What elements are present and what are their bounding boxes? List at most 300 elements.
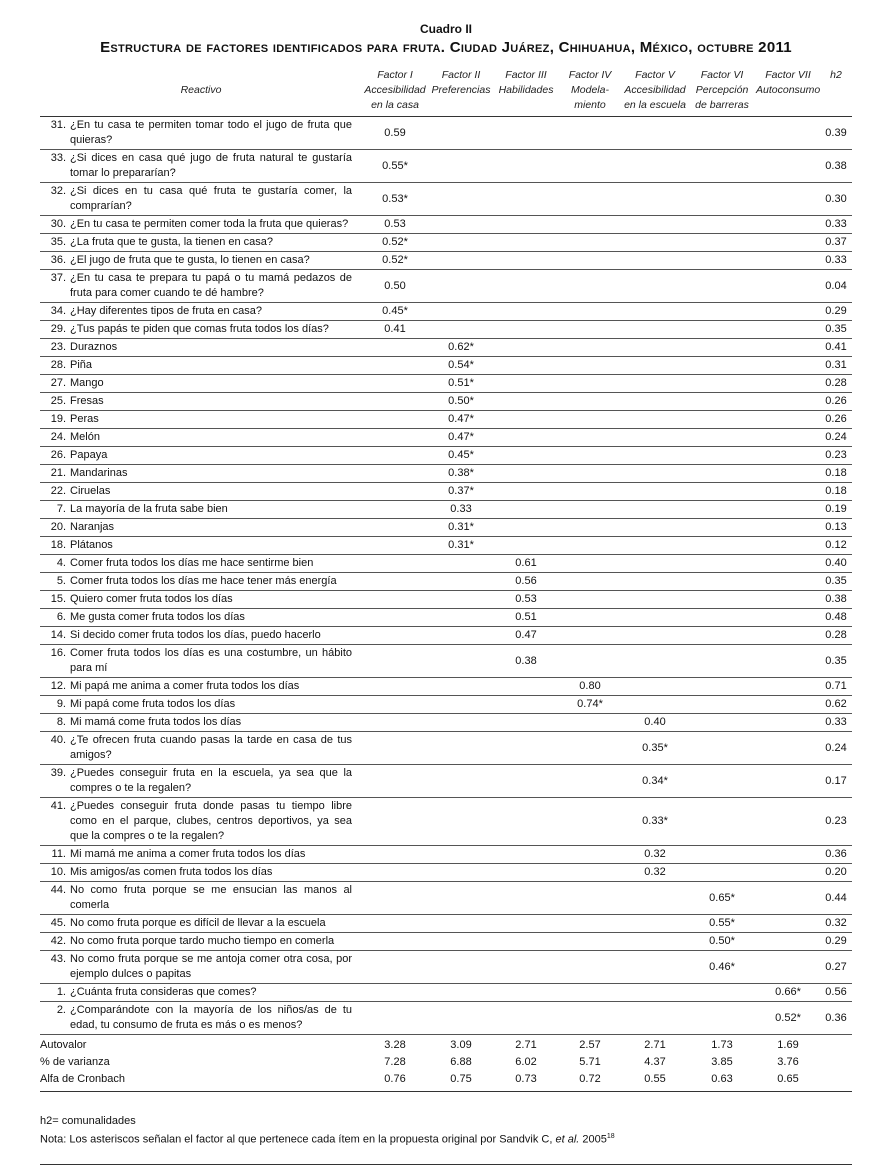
loading-factor-6 — [688, 447, 756, 465]
note-text: Nota: Los asteriscos señalan el factor al que pertenece cada ítem en la propuesta original por Sandvik C, — [40, 1133, 556, 1146]
loading-factor-1 — [362, 573, 428, 591]
note-year: 2005 — [579, 1133, 607, 1146]
loading-factor-4 — [558, 714, 622, 732]
loading-factor-1 — [362, 393, 428, 411]
item-text: No como fruta porque tardo mucho tiempo en comerla — [70, 935, 335, 947]
loading-factor-6 — [688, 591, 756, 609]
item-text: No como fruta porque se me antoja comer otra cosa, por ejemplo dulces o papitas — [70, 953, 353, 980]
item-text: Plátanos — [70, 539, 113, 551]
loading-factor-1 — [362, 984, 428, 1002]
loading-factor-7 — [756, 216, 820, 234]
stat-value-factor-1: 0.76 — [384, 1073, 406, 1085]
table-row — [40, 714, 852, 732]
header-line: Factor I — [377, 69, 413, 81]
loading-factor-2: 0.45* — [448, 449, 474, 461]
loading-factor-6 — [688, 537, 756, 555]
item-code: 21. — [50, 467, 66, 479]
loading-factor-2: 0.62* — [448, 341, 474, 353]
loading-factor-3 — [494, 339, 558, 357]
communality: 0.37 — [825, 236, 847, 248]
loading-factor-5 — [622, 519, 688, 537]
loading-factor-7 — [756, 591, 820, 609]
loading-factor-7 — [756, 732, 820, 765]
communality: 0.40 — [825, 557, 847, 569]
header-factor-3 — [494, 68, 558, 117]
communality: 0.28 — [825, 377, 847, 389]
header-line: Factor II — [441, 69, 481, 81]
loading-factor-4: 0.80 — [579, 680, 601, 692]
table-row — [40, 1002, 852, 1035]
loading-factor-1 — [362, 714, 428, 732]
stat-value-factor-3: 6.02 — [515, 1056, 537, 1068]
communality: 0.33 — [825, 254, 847, 266]
loading-factor-3 — [494, 234, 558, 252]
loading-factor-2 — [428, 765, 494, 798]
loading-factor-1 — [362, 591, 428, 609]
loading-factor-2 — [428, 150, 494, 183]
loading-factor-3 — [494, 798, 558, 846]
item-text: ¿En tu casa te permiten comer toda la fruta que quieras? — [70, 218, 349, 230]
table-row — [40, 609, 852, 627]
loading-factor-6 — [688, 501, 756, 519]
loading-factor-1 — [362, 465, 428, 483]
loading-factor-5 — [622, 645, 688, 678]
communality: 0.24 — [825, 741, 847, 754]
loading-factor-2: 0.33 — [450, 503, 472, 515]
loading-factor-1 — [362, 951, 428, 984]
item-text: Mango — [70, 377, 104, 389]
item-text: ¿El jugo de fruta que te gusta, lo tienen en casa? — [70, 254, 310, 266]
loading-factor-3: 0.53 — [515, 593, 537, 605]
loading-factor-4 — [558, 798, 622, 846]
loading-factor-5 — [622, 357, 688, 375]
table-row — [40, 411, 852, 429]
item-code: 45. — [50, 917, 66, 929]
loading-factor-4: 0.74* — [577, 698, 603, 710]
item-code: 1. — [56, 986, 66, 998]
loading-factor-7 — [756, 234, 820, 252]
page — [40, 22, 852, 1165]
table-row — [40, 483, 852, 501]
loading-factor-5: 0.34* — [642, 774, 668, 787]
loading-factor-2 — [428, 234, 494, 252]
table-row — [40, 150, 852, 183]
loading-factor-4 — [558, 375, 622, 393]
loading-factor-2 — [428, 1002, 494, 1035]
loading-factor-1: 0.52* — [382, 236, 408, 248]
loading-factor-2 — [428, 627, 494, 645]
note-ref: 18 — [606, 1133, 615, 1140]
loading-factor-6 — [688, 321, 756, 339]
item-code: 31. — [50, 119, 66, 131]
item-text: ¿En tu casa te permiten tomar todo el jugo de fruta que quieras? — [70, 119, 353, 146]
loading-factor-1 — [362, 732, 428, 765]
loading-factor-5 — [622, 339, 688, 357]
loading-factor-1 — [362, 882, 428, 915]
item-text: Comer fruta todos los días me hace sentirme bien — [70, 557, 314, 569]
loading-factor-5 — [622, 447, 688, 465]
loading-factor-2 — [428, 117, 494, 150]
item-text: ¿Te ofrecen fruta cuando pasas la tarde en casa de tus amigos? — [70, 734, 353, 761]
item-text: Mandarinas — [70, 467, 128, 479]
loading-factor-7 — [756, 765, 820, 798]
loading-factor-6 — [688, 339, 756, 357]
item-text: Mi papá me anima a comer fruta todos los días — [70, 680, 300, 692]
table-row — [40, 183, 852, 216]
header-line: Factor VII — [765, 69, 811, 81]
loading-factor-2 — [428, 321, 494, 339]
loading-factor-3: 0.47 — [515, 629, 537, 641]
stat-value-factor-3: 0.73 — [515, 1073, 537, 1085]
header-row — [40, 68, 852, 117]
stat-row — [40, 1071, 852, 1092]
loading-factor-7 — [756, 321, 820, 339]
communality: 0.26 — [825, 395, 847, 407]
loading-factor-4 — [558, 429, 622, 447]
communality: 0.32 — [825, 917, 847, 929]
item-code: 41. — [50, 800, 66, 812]
stat-value-factor-1: 7.28 — [384, 1056, 406, 1068]
loading-factor-3 — [494, 915, 558, 933]
item-text: ¿Si dices en tu casa qué fruta te gustaría comer, la comprarían? — [70, 185, 353, 212]
loading-factor-5 — [622, 393, 688, 411]
table-row — [40, 951, 852, 984]
loading-factor-5: 0.32 — [644, 848, 666, 860]
loading-factor-1 — [362, 1002, 428, 1035]
loading-factor-5: 0.33* — [642, 815, 668, 827]
table-row — [40, 357, 852, 375]
communality: 0.30 — [825, 192, 847, 205]
item-code: 43. — [50, 953, 66, 965]
loading-factor-6 — [688, 375, 756, 393]
loading-factor-5 — [622, 183, 688, 216]
table-row — [40, 573, 852, 591]
communality: 0.35 — [825, 575, 847, 587]
item-code: 16. — [50, 647, 66, 659]
loading-factor-1: 0.41 — [384, 323, 406, 335]
item-text: Fresas — [70, 395, 104, 407]
loading-factor-1 — [362, 798, 428, 846]
table-row — [40, 216, 852, 234]
loading-factor-5: 0.40 — [644, 716, 666, 728]
table-label: Cuadro II — [419, 22, 472, 36]
loading-factor-5 — [622, 882, 688, 915]
item-text: Mis amigos/as comen fruta todos los días — [70, 866, 273, 878]
loading-factor-4 — [558, 150, 622, 183]
loading-factor-7 — [756, 882, 820, 915]
item-text: Si decido comer fruta todos los días, puedo hacerlo — [70, 629, 321, 641]
loading-factor-6 — [688, 150, 756, 183]
loading-factor-5 — [622, 216, 688, 234]
loading-factor-6 — [688, 252, 756, 270]
loading-factor-6 — [688, 765, 756, 798]
loading-factor-4 — [558, 951, 622, 984]
item-code: 36. — [50, 254, 66, 266]
header-line: Habilidades — [498, 84, 554, 96]
loading-factor-6 — [688, 357, 756, 375]
table-row — [40, 234, 852, 252]
loading-factor-1: 0.45* — [382, 305, 408, 317]
communality: 0.38 — [825, 593, 847, 605]
table-row — [40, 447, 852, 465]
loading-factor-1: 0.52* — [382, 254, 408, 266]
item-code: 35. — [50, 236, 66, 248]
loading-factor-6 — [688, 411, 756, 429]
loading-factor-4 — [558, 537, 622, 555]
loading-factor-1 — [362, 375, 428, 393]
header-line: Accesibilidad — [624, 84, 686, 96]
item-code: 9. — [56, 698, 66, 710]
loading-factor-6 — [688, 864, 756, 882]
loading-factor-6: 0.65* — [709, 891, 735, 904]
loading-factor-5 — [622, 117, 688, 150]
loading-factor-4 — [558, 252, 622, 270]
header-line: Accesibilidad — [364, 84, 426, 96]
loading-factor-3 — [494, 864, 558, 882]
item-text: ¿Hay diferentes tipos de fruta en casa? — [70, 305, 262, 317]
loading-factor-2 — [428, 555, 494, 573]
communality: 0.71 — [825, 680, 847, 692]
loading-factor-6 — [688, 483, 756, 501]
communality: 0.48 — [825, 611, 847, 623]
stat-empty — [820, 1071, 852, 1092]
loading-factor-1 — [362, 915, 428, 933]
loading-factor-3 — [494, 483, 558, 501]
loading-factor-3 — [494, 732, 558, 765]
loading-factor-2: 0.51* — [448, 377, 474, 389]
loading-factor-3 — [494, 270, 558, 303]
communality: 0.23 — [825, 449, 847, 461]
loading-factor-4 — [558, 483, 622, 501]
stat-label: % de varianza — [40, 1056, 110, 1068]
loading-factor-3: 0.51 — [515, 611, 537, 623]
loading-factor-4 — [558, 627, 622, 645]
stat-label: Alfa de Cronbach — [40, 1073, 125, 1085]
header-line: Autoconsumo — [756, 84, 821, 96]
table-body — [40, 117, 852, 1092]
table-row — [40, 765, 852, 798]
loading-factor-4 — [558, 915, 622, 933]
loading-factor-4 — [558, 519, 622, 537]
loading-factor-7 — [756, 183, 820, 216]
loading-factor-2 — [428, 645, 494, 678]
table-row — [40, 798, 852, 846]
table-row — [40, 678, 852, 696]
loading-factor-7 — [756, 714, 820, 732]
loading-factor-3 — [494, 429, 558, 447]
loading-factor-6 — [688, 573, 756, 591]
header-line: Factor VI — [700, 69, 744, 81]
header-line: Reactivo — [180, 84, 222, 96]
stat-value-factor-7: 0.65 — [777, 1073, 799, 1085]
table-row — [40, 591, 852, 609]
loading-factor-3: 0.56 — [515, 575, 537, 587]
communality: 0.23 — [825, 815, 847, 827]
communality: 0.18 — [825, 467, 847, 479]
loading-factor-4 — [558, 501, 622, 519]
loading-factor-4 — [558, 864, 622, 882]
table-row — [40, 393, 852, 411]
loading-factor-6 — [688, 183, 756, 216]
loading-factor-4 — [558, 609, 622, 627]
communality: 0.29 — [825, 935, 847, 947]
header-factor-2 — [428, 68, 494, 117]
loading-factor-5 — [622, 678, 688, 696]
item-text: ¿Puedes conseguir fruta en la escuela, ya sea que la compres o te la regalen? — [70, 767, 353, 794]
communality: 0.18 — [825, 485, 847, 497]
item-text: ¿Cuánta fruta consideras que comes? — [70, 986, 257, 998]
item-text: No como fruta porque se me ensucian las manos al comerla — [70, 884, 353, 911]
stat-value-factor-5: 4.37 — [644, 1056, 666, 1068]
loading-factor-2 — [428, 678, 494, 696]
table-row — [40, 627, 852, 645]
loading-factor-1: 0.59 — [384, 126, 406, 139]
loading-factor-6 — [688, 429, 756, 447]
stat-value-factor-6: 1.73 — [711, 1039, 733, 1051]
loading-factor-3 — [494, 375, 558, 393]
loading-factor-7 — [756, 864, 820, 882]
communality: 0.31 — [825, 359, 847, 371]
item-code: 33. — [50, 152, 66, 164]
table-row — [40, 339, 852, 357]
item-code: 22. — [50, 485, 66, 497]
header-line: miento — [574, 99, 606, 111]
loading-factor-6 — [688, 645, 756, 678]
loading-factor-3 — [494, 1002, 558, 1035]
item-code: 14. — [50, 629, 66, 641]
communality: 0.20 — [825, 866, 847, 878]
stat-value-factor-2: 0.75 — [450, 1073, 472, 1085]
loading-factor-5 — [622, 984, 688, 1002]
item-code: 42. — [50, 935, 66, 947]
loading-factor-7 — [756, 252, 820, 270]
loading-factor-3 — [494, 216, 558, 234]
loading-factor-7 — [756, 696, 820, 714]
item-text: Quiero comer fruta todos los días — [70, 593, 233, 605]
communality: 0.12 — [825, 539, 847, 551]
stat-row — [40, 1035, 852, 1055]
stat-empty — [820, 1054, 852, 1071]
loading-factor-4 — [558, 270, 622, 303]
item-code: 10. — [50, 866, 66, 878]
header-h2 — [820, 68, 852, 117]
loading-factor-1 — [362, 501, 428, 519]
loading-factor-6 — [688, 216, 756, 234]
loading-factor-3 — [494, 714, 558, 732]
table-row — [40, 429, 852, 447]
item-text: ¿En tu casa te prepara tu papá o tu mamá pedazos de fruta para comer cuando te dé hambre? — [70, 272, 353, 299]
item-text: Comer fruta todos los días me hace tener más energía — [70, 575, 337, 587]
loading-factor-1 — [362, 678, 428, 696]
communality: 0.62 — [825, 698, 847, 710]
loading-factor-2: 0.47* — [448, 413, 474, 425]
loading-factor-4 — [558, 846, 622, 864]
item-text: Papaya — [70, 449, 108, 461]
loading-factor-2 — [428, 732, 494, 765]
table-row — [40, 375, 852, 393]
table-row — [40, 696, 852, 714]
communality: 0.19 — [825, 503, 847, 515]
loading-factor-5 — [622, 150, 688, 183]
loading-factor-7 — [756, 846, 820, 864]
item-text: Me gusta comer fruta todos los días — [70, 611, 245, 623]
loading-factor-6: 0.46* — [709, 960, 735, 973]
loading-factor-4 — [558, 1002, 622, 1035]
header-line: Factor III — [505, 69, 547, 81]
table-row — [40, 864, 852, 882]
loading-factor-3 — [494, 447, 558, 465]
loading-factor-1 — [362, 411, 428, 429]
loading-factor-3 — [494, 765, 558, 798]
stat-value-factor-1: 3.28 — [384, 1039, 406, 1051]
item-text: Peras — [70, 413, 99, 425]
loading-factor-6 — [688, 609, 756, 627]
loading-factor-2: 0.54* — [448, 359, 474, 371]
loading-factor-5 — [622, 951, 688, 984]
communality: 0.36 — [825, 1011, 847, 1024]
loading-factor-7 — [756, 627, 820, 645]
stat-value-factor-4: 5.71 — [579, 1056, 601, 1068]
item-code: 23. — [50, 341, 66, 353]
loading-factor-3 — [494, 303, 558, 321]
table-row — [40, 933, 852, 951]
loading-factor-3 — [494, 951, 558, 984]
loading-factor-3 — [494, 846, 558, 864]
communality: 0.17 — [825, 774, 847, 787]
loading-factor-3: 0.61 — [515, 557, 537, 569]
loading-factor-5 — [622, 411, 688, 429]
factor-table — [40, 68, 852, 1092]
stat-value-factor-6: 0.63 — [711, 1073, 733, 1085]
loading-factor-4 — [558, 591, 622, 609]
loading-factor-5 — [622, 303, 688, 321]
loading-factor-4 — [558, 882, 622, 915]
item-code: 44. — [50, 884, 66, 896]
loading-factor-7 — [756, 951, 820, 984]
header-line: Preferencias — [431, 84, 491, 96]
loading-factor-1 — [362, 609, 428, 627]
loading-factor-7 — [756, 798, 820, 846]
loading-factor-7 — [756, 303, 820, 321]
item-code: 25. — [50, 395, 66, 407]
loading-factor-7 — [756, 117, 820, 150]
item-text: Comer fruta todos los días es una costumbre, un hábito para mí — [70, 647, 353, 674]
loading-factor-5 — [622, 915, 688, 933]
loading-factor-6 — [688, 846, 756, 864]
loading-factor-3 — [494, 393, 558, 411]
loading-factor-2 — [428, 573, 494, 591]
item-text: Mi mamá come fruta todos los días — [70, 716, 242, 728]
loading-factor-6 — [688, 732, 756, 765]
loading-factor-4 — [558, 411, 622, 429]
item-text: Ciruelas — [70, 485, 111, 497]
loading-factor-4 — [558, 339, 622, 357]
loading-factor-7 — [756, 150, 820, 183]
communality: 0.28 — [825, 629, 847, 641]
loading-factor-6 — [688, 696, 756, 714]
item-code: 2. — [56, 1004, 66, 1016]
loading-factor-5 — [622, 270, 688, 303]
loading-factor-2 — [428, 882, 494, 915]
loading-factor-5 — [622, 429, 688, 447]
loading-factor-6 — [688, 678, 756, 696]
item-code: 20. — [50, 521, 66, 533]
table-row — [40, 252, 852, 270]
item-code: 26. — [50, 449, 66, 461]
table-row — [40, 915, 852, 933]
loading-factor-1 — [362, 447, 428, 465]
loading-factor-4 — [558, 933, 622, 951]
